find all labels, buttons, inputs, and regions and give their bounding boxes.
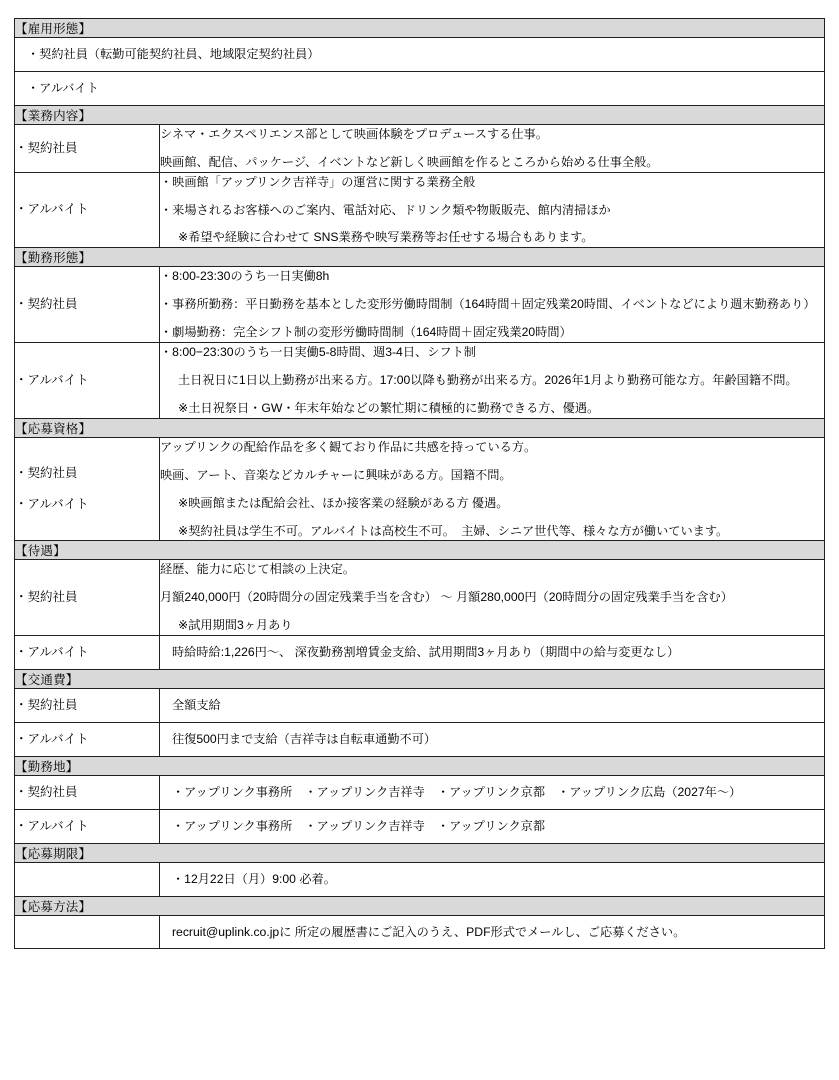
section-heading: 【雇用形態】 — [15, 19, 825, 38]
table-row — [15, 560, 825, 636]
content-line: ・来場されるお客様へのご案内、電話対応、ドリンク類や物販販売、館内清掃ほか — [160, 202, 611, 217]
row-label — [15, 124, 160, 172]
section-heading: 【応募方法】 — [15, 896, 825, 915]
content-line: 映画、アート、音楽などカルチャーに興味がある方。国籍不問。 — [160, 467, 512, 482]
content-line: ・8:00-23:30のうち一日実働8h — [160, 269, 330, 284]
content-line: ※希望や経験に合わせて SNS業務や映写業務等お任せする場合もあります。 — [178, 230, 594, 245]
section-heading: 【勤務形態】 — [15, 248, 825, 267]
table-row — [15, 38, 825, 72]
content-line: ※土日祝祭日・GW・年末年始などの繁忙期に積極的に勤務できる方、優遇。 — [178, 400, 600, 415]
section-heading-row — [15, 896, 825, 915]
content-line: ・事務所勤務：平日勤務を基本とした変形労働時間制（164時間＋固定残業20時間、イベントなどにより週末勤務あり） — [160, 297, 816, 312]
row-label-line: ・アルバイト — [15, 818, 89, 833]
row-content — [160, 124, 825, 172]
content-line: ・12月22日（月）9:00 必着。 — [172, 871, 336, 886]
table-row — [15, 809, 825, 843]
row-label — [15, 636, 160, 670]
content-line: 経歴、能力に応じて相談の上決定。 — [160, 562, 355, 577]
content-line: 全額支給 — [172, 698, 221, 713]
section-heading: 【業務内容】 — [15, 105, 825, 124]
content-line: 時給時給:1,226円～、 深夜勤務割増賃金支給、試用期間3ヶ月あり（期間中の給与変更なし） — [172, 645, 680, 660]
row-content — [160, 915, 825, 949]
row-label-line: ・アルバイト — [15, 372, 89, 387]
row-content — [160, 437, 825, 541]
row-content — [160, 775, 825, 809]
row-content — [160, 689, 825, 723]
row-label — [15, 437, 160, 541]
section-heading: 【交通費】 — [15, 670, 825, 689]
section-heading-row — [15, 541, 825, 560]
section-heading: 【勤務地】 — [15, 756, 825, 775]
row-content — [160, 343, 825, 419]
row-label — [15, 722, 160, 756]
row-text: ・契約社員（転勤可能契約社員、地域限定契約社員） — [15, 38, 825, 72]
row-label — [15, 560, 160, 636]
row-content — [160, 172, 825, 248]
table-row — [15, 775, 825, 809]
row-label-line: ・契約社員 — [15, 140, 78, 155]
row-label-empty — [15, 915, 160, 949]
table-body — [15, 19, 825, 949]
table-row — [15, 722, 825, 756]
row-label-line: ・アルバイト — [15, 202, 89, 217]
row-text: ・アルバイト — [15, 71, 825, 105]
row-label-line: ・契約社員 — [15, 697, 78, 712]
content-line: ・アップリンク事務所 ・アップリンク吉祥寺 ・アップリンク京都 — [172, 818, 546, 833]
row-label — [15, 689, 160, 723]
section-heading-row — [15, 105, 825, 124]
section-heading: 【待遇】 — [15, 541, 825, 560]
section-heading-row — [15, 670, 825, 689]
content-line: 土日祝日に1日以上勤務が出来る方。17:00以降も勤務が出来る方。2026年1月より勤務可能な方。年齢国籍不問。 — [178, 372, 798, 387]
content-line: ・アップリンク事務所 ・アップリンク吉祥寺 ・アップリンク京都 ・アップリンク広島（2027年〜） — [172, 784, 742, 799]
content-line: 往復500円まで支給（吉祥寺は自転車通勤不可） — [172, 731, 437, 746]
row-label — [15, 267, 160, 343]
row-content — [160, 722, 825, 756]
section-heading-row — [15, 843, 825, 862]
row-label-line: ・アルバイト — [15, 644, 89, 659]
row-label — [15, 809, 160, 843]
row-label-line: ・アルバイト — [15, 497, 89, 512]
table-row — [15, 172, 825, 248]
content-line: アップリンクの配給作品を多く観ており作品に共感を持っている方。 — [160, 439, 537, 454]
row-label-line: ・アルバイト — [15, 731, 89, 746]
table-row — [15, 124, 825, 172]
section-heading-row — [15, 418, 825, 437]
table-row — [15, 636, 825, 670]
row-label — [15, 172, 160, 248]
section-heading-row — [15, 248, 825, 267]
table-row — [15, 689, 825, 723]
table-row — [15, 71, 825, 105]
content-line: recruit@uplink.co.jpに 所定の履歴書にご記入のうえ、PDF形式でメールし、ご応募ください。 — [172, 924, 686, 939]
content-line: ※映画館または配給会社、ほか接客業の経験がある方 優遇。 — [178, 495, 509, 510]
row-label-empty — [15, 862, 160, 896]
row-content — [160, 560, 825, 636]
content-line: 映画館、配信、パッケージ、イベントなど新しく映画館を作るところから始める仕事全般。 — [160, 154, 659, 169]
content-line: ・映画館「アップリンク吉祥寺」の運営に関する業務全般 — [160, 174, 476, 189]
content-line: ・劇場勤務：完全シフト制の変形労働時間制（164時間＋固定残業20時間） — [160, 325, 572, 340]
row-label-line: ・契約社員 — [15, 297, 78, 312]
content-line: ※契約社員は学生不可。アルバイトは高校生不可。 主婦、シニア世代等、様々な方が働いています。 — [178, 523, 729, 538]
row-label — [15, 343, 160, 419]
row-content — [160, 636, 825, 670]
job-posting-table — [14, 18, 825, 949]
content-line: シネマ・エクスペリエンス部として映画体験をプロデュースする仕事。 — [160, 126, 548, 141]
row-content — [160, 862, 825, 896]
table-row — [15, 437, 825, 541]
table-row — [15, 862, 825, 896]
row-label-line: ・契約社員 — [15, 590, 78, 605]
row-content — [160, 267, 825, 343]
table-row — [15, 267, 825, 343]
row-label — [15, 775, 160, 809]
content-line: ・8:00−23:30のうち一日実働5-8時間、週3-4日、シフト制 — [160, 345, 476, 360]
table-row — [15, 915, 825, 949]
table-row — [15, 343, 825, 419]
row-content — [160, 809, 825, 843]
section-heading-row — [15, 756, 825, 775]
content-line: ※試用期間3ヶ月あり — [178, 618, 293, 633]
row-label-line: ・契約社員 — [15, 465, 78, 480]
row-label-line: ・契約社員 — [15, 784, 78, 799]
section-heading-row — [15, 19, 825, 38]
section-heading: 【応募期限】 — [15, 843, 825, 862]
section-heading: 【応募資格】 — [15, 418, 825, 437]
content-line: 月額240,000円（20時間分の固定残業手当を含む） ～ 月額280,000円（20時間分の固定残業手当を含む） — [160, 590, 733, 605]
